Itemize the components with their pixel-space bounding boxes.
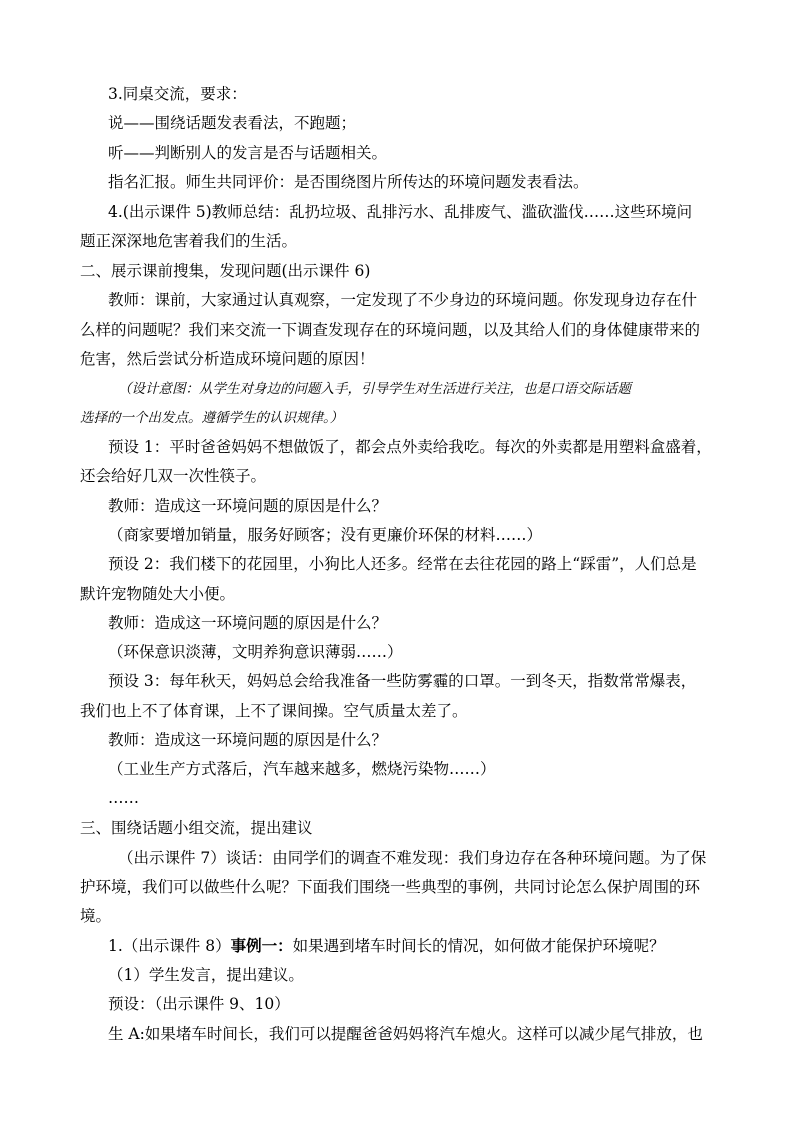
- text-suffix: 如果遇到堵车时间长的情况，如何做才能保护环境呢？: [292, 937, 665, 955]
- text-line: 预设 3：每年秋天，妈妈总会给我准备一些防雾霾的口罩。一到冬天，指数常常爆表，: [108, 672, 697, 690]
- text-line: 说——围绕话题发表看法，不跑题；: [108, 114, 357, 132]
- text-line: （1）学生发言，提出建议。: [108, 966, 304, 984]
- text-line: 教师：造成这一环境问题的原因是什么？: [108, 614, 388, 632]
- text-line: 教师：造成这一环境问题的原因是什么？: [108, 497, 388, 515]
- text-line: （环保意识淡薄，文明养狗意识薄弱……）: [108, 643, 403, 661]
- text-line: 3.同桌交流，要求：: [108, 85, 247, 103]
- text-line: 4.(出示课件 5)教师总结：乱扔垃圾、乱排污水、乱排废气、滥砍滥伐……这些环境问: [108, 203, 693, 221]
- text-line: 教师：课前，大家通过认真观察，一定发现了不少身边的环境问题。你发现身边存在什: [108, 291, 698, 309]
- text-line: ……: [108, 789, 139, 807]
- text-line: 我们也上不了体育课，上不了课间操。空气质量太差了。: [80, 702, 468, 720]
- text-line: 预设 2：我们楼下的花园里，小狗比人还多。经常在去往花园的路上“踩雷”，人们总是: [108, 555, 697, 573]
- case-label: 事例一：: [230, 936, 293, 955]
- text-line: 护环境，我们可以做些什么呢？下面我们围绕一些典型的事例，共同讨论怎么保护周围的环: [80, 878, 701, 896]
- text-line: （工业生产方式落后，汽车越来越多，燃烧污染物……）: [108, 760, 496, 778]
- text-line: 还会给好几双一次性筷子。: [80, 467, 267, 485]
- text-line: [108, 936, 720, 956]
- text-line: （出示课件 7）谈话：由同学们的调查不难发现：我们身边存在各种环境问题。为了保: [118, 849, 707, 867]
- text-line: 指名汇报。师生共同评价：是否围绕图片所传达的环境问题发表看法。: [108, 173, 589, 191]
- text-line: （商家要增加销量，服务好顾客；没有更廉价环保的材料……）: [108, 526, 543, 544]
- text-line: 预设 1：平时爸爸妈妈不想做饭了，都会点外卖给我吃。每次的外卖都是用塑料盒盛着，: [108, 438, 712, 456]
- section-heading: 三、围绕话题小组交流，提出建议: [80, 819, 313, 837]
- text-line: 么样的问题呢？我们来交流一下调查发现存在的环境问题，以及其给人们的身体健康带来的: [80, 321, 701, 339]
- text-line: 境。: [80, 907, 112, 925]
- text-line: 预设：（出示课件 9、10）: [108, 995, 290, 1013]
- text-line: 题正深深地危害着我们的生活。: [80, 232, 298, 250]
- text-line: 危害，然后尝试分析造成环境问题的原因！: [80, 350, 375, 368]
- text-line: 生 A:如果堵车时间长，我们可以提醒爸爸妈妈将汽车熄火。这样可以减少尾气排放，也: [108, 1025, 703, 1043]
- design-note: 选择的一个出发点。遵循学生的认识规律。）: [80, 410, 344, 426]
- text-line: 听——判断别人的发言是否与话题相关。: [108, 144, 388, 162]
- text-prefix: 1.（出示课件 8）: [108, 937, 231, 955]
- text-line: 教师：造成这一环境问题的原因是什么？: [108, 731, 388, 749]
- section-heading: 二、展示课前搜集，发现问题(出示课件 6): [80, 262, 371, 280]
- text-line: 默许宠物随处大小便。: [80, 585, 236, 603]
- design-note: （设计意图：从学生对身边的问题入手，引导学生对生活进行关注，也是口语交际话题: [118, 381, 631, 397]
